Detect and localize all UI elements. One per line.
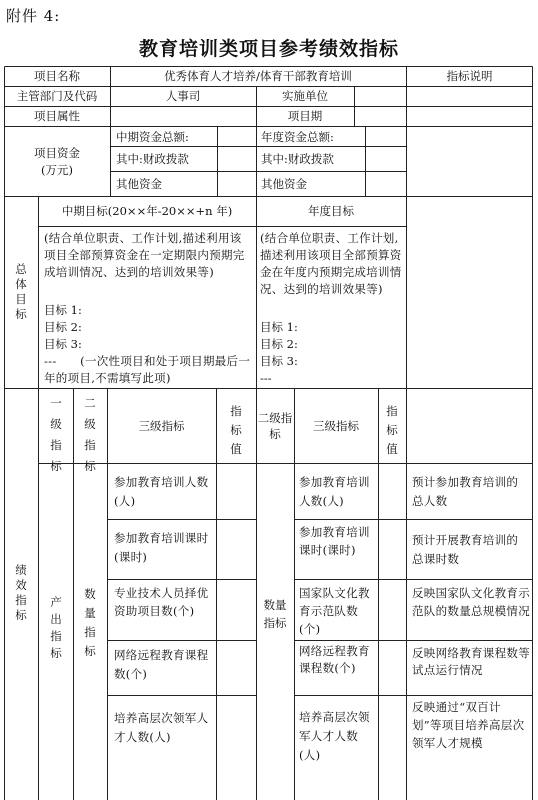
overall-goal-side-label: 总体目标 [15,262,27,321]
row3-right-indicator: 国家队文化教育示范队数(个) [299,586,370,636]
col-level3-header-right: 三级指标 [313,419,359,433]
funds-label: 项目资金 [34,146,80,160]
annual-total-label: 年度资金总额: [261,130,334,144]
col-level1-header: 一级指标 [50,396,62,473]
row1-left-indicator: 参加教育培训人数(人) [114,475,209,508]
mid-term-fiscal-label: 其中:财政拨款 [116,152,189,166]
annual-goal-note: --- [260,371,272,385]
row1-right-indicator: 参加教育培训人数(人) [299,475,370,508]
annual-goal-description: (结合单位职责、工作计划,描述利用该项目全部预算资金在年度内预期完成培训情况、达到的培训效果等) [260,231,402,296]
row5-indicator-note: 反映通过“双百计划”等项目培养高层次领军人才规模 [412,700,525,750]
col-value-header: 指标值 [230,404,242,456]
attachment-label: 附件 4: [6,7,61,25]
row4-left-indicator: 网络远程教育课程数(个) [114,648,209,681]
mid-term-goal-description: (结合单位职责、工作计划,描述利用该项目全部预算资金在一定期限内预期完成培训情况、达到的培训效果等) [44,231,245,279]
dept-label: 主管部门及代码 [16,89,98,103]
col-level2-header: 二级指标 [84,396,96,473]
row1-indicator-note: 预计参加教育培训的总人数 [412,475,519,508]
project-name-value: 优秀体育人才培养/体育干部教育培训 [164,69,352,83]
level2-quantity-indicator-right: 数量指标 [263,598,287,630]
mid-term-total-label: 中期资金总额: [116,130,189,144]
project-period-label: 项目期 [287,109,323,123]
row3-indicator-note: 反映国家队文化教育示范队的数量总规模情况 [412,586,530,618]
performance-side-label: 绩效指标 [15,563,27,622]
col-value-header-right: 指标值 [386,404,398,456]
annual-goal-2: 目标 2: [260,337,298,351]
row3-left-indicator: 专业技术人员择优资助项目数(个) [114,586,209,618]
indicator-note-header: 指标说明 [446,69,493,83]
mid-term-other-label: 其他资金 [116,177,162,191]
row2-right-indicator: 参加教育培训课时(课时) [299,525,370,557]
project-name-label: 项目名称 [34,69,80,83]
mid-term-goal-note: --- (一次性项目和处于项目期最后一年的项目,不需填写此项) [44,354,251,385]
col-level3-header: 三级指标 [138,419,185,433]
performance-table [4,66,533,800]
funds-unit: (万元) [41,163,73,177]
mid-term-goal-3: 目标 3: [44,337,82,351]
level2-quantity-indicator: 数量指标 [84,587,96,658]
row5-right-indicator: 培养高层次领军人才人数(人) [299,710,370,762]
row4-right-indicator: 网络远程教育课程数(个) [299,644,370,675]
annual-goal-1: 目标 1: [260,320,298,334]
dept-value: 人事司 [165,89,201,103]
row4-indicator-note: 反映网络教育课程数等试点运行情况 [412,646,530,677]
col-level2-header-right: 二级指标 [257,411,293,441]
project-attribute-label: 项目属性 [34,109,80,123]
page-title: 教育培训类项目参考绩效指标 [138,38,399,60]
impl-unit-label: 实施单位 [282,89,328,103]
annual-goal-header: 年度目标 [308,204,354,218]
row5-left-indicator: 培养高层次领军人才人数(人) [114,711,209,744]
level1-output-indicator: 产出指标 [50,595,62,660]
annual-other-label: 其他资金 [261,177,307,191]
mid-term-goal-1: 目标 1: [44,303,82,317]
mid-term-goal-2: 目标 2: [44,320,82,334]
annual-goal-3: 目标 3: [260,354,298,368]
annual-fiscal-label: 其中:财政拨款 [261,152,334,166]
row2-indicator-note: 预计开展教育培训的总课时数 [412,533,519,566]
mid-term-goal-header: 中期目标(20××年-20××+n 年) [61,204,233,218]
row2-left-indicator: 参加教育培训课时(课时) [114,531,209,564]
